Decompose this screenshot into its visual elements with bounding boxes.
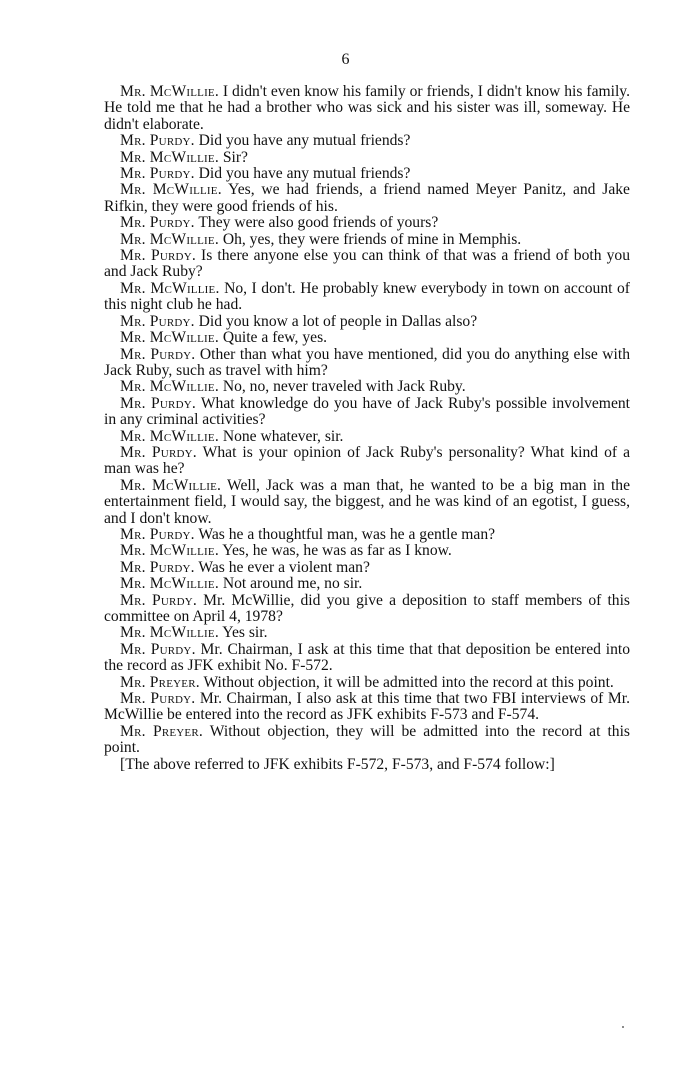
speaker-name: Mr. Purdy . (120, 526, 195, 543)
transcript-paragraph (104, 232, 630, 248)
transcript-paragraph (104, 396, 630, 429)
speaker-name: Mr. McWillie . (120, 575, 219, 592)
utterance-text: Is there anyone else you can think of that was a friend of both you and Jack Ruby? (104, 247, 630, 281)
transcript-paragraph (104, 724, 630, 757)
speaker-name: Mr. Purdy . (120, 641, 196, 658)
utterance-text: I didn't even know his family or friends, I didn't know his family. He told me that he had a brother who was sick and his sister was ill, someway. He didn't elaborate. (104, 83, 630, 133)
transcript-paragraph (104, 215, 630, 231)
scan-speck (622, 1026, 624, 1028)
utterance-text: They were also good friends of yours? (198, 214, 439, 232)
speaker-name: Mr. Purdy . (120, 313, 195, 330)
transcript-paragraph (104, 314, 630, 330)
utterance-text: Not around me, no sir. (222, 575, 363, 593)
transcript-paragraph (104, 84, 630, 133)
utterance-text: No, no, never traveled with Jack Ruby. (222, 378, 466, 396)
utterance-text: What knowledge do you have of Jack Ruby's possible involvement in any criminal activities? (104, 394, 630, 429)
transcript-paragraph (104, 182, 630, 215)
bracketed-note (104, 757, 630, 773)
speaker-name: Mr. Purdy . (120, 690, 195, 707)
utterance-text: Without objection, it will be admitted into the record at this point. (203, 673, 614, 691)
transcript-paragraph (104, 166, 630, 182)
transcript-paragraph (104, 642, 630, 675)
utterance-text: Mr. Chairman, I also ask at this time that two FBI interviews of Mr. McWillie be entered into the record as JFK exhibits F-573 and F-574. (104, 690, 630, 724)
speaker-name: Mr. McWillie . (120, 149, 219, 166)
utterance-text: Other than what you have mentioned, did you do anything else with Jack Ruby, such as travel with him? (104, 345, 631, 379)
transcript-paragraph (104, 379, 630, 395)
transcript-paragraph (104, 576, 630, 592)
transcript-paragraph (104, 593, 630, 626)
speaker-name: Mr. McWillie . (120, 83, 219, 100)
speaker-name: Mr. McWillie . (120, 329, 219, 346)
utterance-text: Did you have any mutual friends? (198, 165, 411, 183)
speaker-name: Mr. Purdy . (120, 395, 196, 412)
speaker-name: Mr. Purdy . (120, 132, 195, 149)
utterance-text: Yes, we had friends, a friend named Meyer Panitz, and Jake Rifkin, they were good friends of his. (104, 181, 630, 215)
utterance-text: Without objection, they will be admitted into the record at this point. (104, 722, 630, 757)
utterance-text: Was he a thoughtful man, was he a gentle man? (198, 525, 496, 543)
transcript-paragraph (104, 560, 630, 576)
transcript-paragraph (104, 330, 630, 346)
transcript-paragraph (104, 347, 630, 380)
speaker-name: Mr. Purdy . (120, 247, 196, 264)
speaker-name: Mr. Preyer . (120, 723, 203, 740)
transcript-body (104, 84, 630, 773)
speaker-name: Mr. Purdy . (120, 444, 197, 461)
speaker-name: Mr. McWillie . (120, 542, 219, 559)
speaker-name: Mr. Purdy . (120, 559, 195, 576)
speaker-name: Mr. Purdy . (120, 346, 195, 363)
utterance-text: Yes sir. (222, 624, 268, 642)
speaker-name: Mr. McWillie . (120, 231, 219, 248)
transcript-paragraph (104, 248, 630, 281)
page-number: 6 (341, 51, 350, 68)
utterance-text: Did you know a lot of people in Dallas also? (198, 312, 478, 330)
transcript-paragraph (104, 445, 630, 478)
transcript-paragraph (104, 527, 630, 543)
transcript-paragraph (104, 625, 630, 641)
utterance-text: Quite a few, yes. (222, 329, 328, 347)
utterance-text: Sir? (222, 148, 248, 166)
transcript-paragraph (104, 281, 630, 314)
utterance-text: Did you have any mutual friends? (198, 132, 411, 150)
transcript-paragraph (104, 543, 630, 559)
speaker-name: Mr. McWillie . (120, 181, 222, 198)
utterance-text: Well, Jack was a man that, he wanted to be a big man in the entertainment field, I would say, the biggest, and he was kind of an egotist, I guess, and I don't know. (104, 476, 631, 527)
utterance-text: No, I don't. He probably knew everybody in town on account of this night club he had. (104, 279, 630, 314)
utterance-text: Mr. McWillie, did you give a deposition to staff members of this committee on April 4, 1978? (104, 591, 630, 625)
utterance-text: Mr. Chairman, I ask at this time that that deposition be entered into the record as JFK exhibit No. F-572. (104, 640, 631, 675)
transcript-paragraph (104, 478, 630, 527)
speaker-name: Mr. Purdy . (120, 592, 197, 609)
transcript-paragraph (104, 133, 630, 149)
note-text: [The above referred to JFK exhibits F-572, F-573, and F-574 follow:] (120, 755, 555, 773)
transcript-paragraph (104, 691, 630, 724)
speaker-name: Mr. McWillie . (120, 428, 219, 445)
transcript-paragraph (104, 429, 630, 445)
utterance-text: What is your opinion of Jack Ruby's personality? What kind of a man was he? (104, 443, 631, 478)
speaker-name: Mr. McWillie . (120, 477, 221, 494)
utterance-text: Oh, yes, they were friends of mine in Memphis. (222, 230, 522, 248)
transcript-paragraph (104, 150, 630, 166)
speaker-name: Mr. Purdy . (120, 214, 195, 231)
speaker-name: Mr. McWillie . (120, 280, 220, 297)
speaker-name: Mr. McWillie . (120, 624, 219, 641)
speaker-name: Mr. Purdy . (120, 165, 195, 182)
speaker-name: Mr. McWillie . (120, 378, 219, 395)
transcript-paragraph (104, 675, 630, 691)
utterance-text: Was he ever a violent man? (198, 558, 370, 576)
utterance-text: Yes, he was, he was as far as I know. (222, 542, 452, 560)
speaker-name: Mr. Preyer . (120, 674, 200, 691)
utterance-text: None whatever, sir. (222, 427, 344, 445)
